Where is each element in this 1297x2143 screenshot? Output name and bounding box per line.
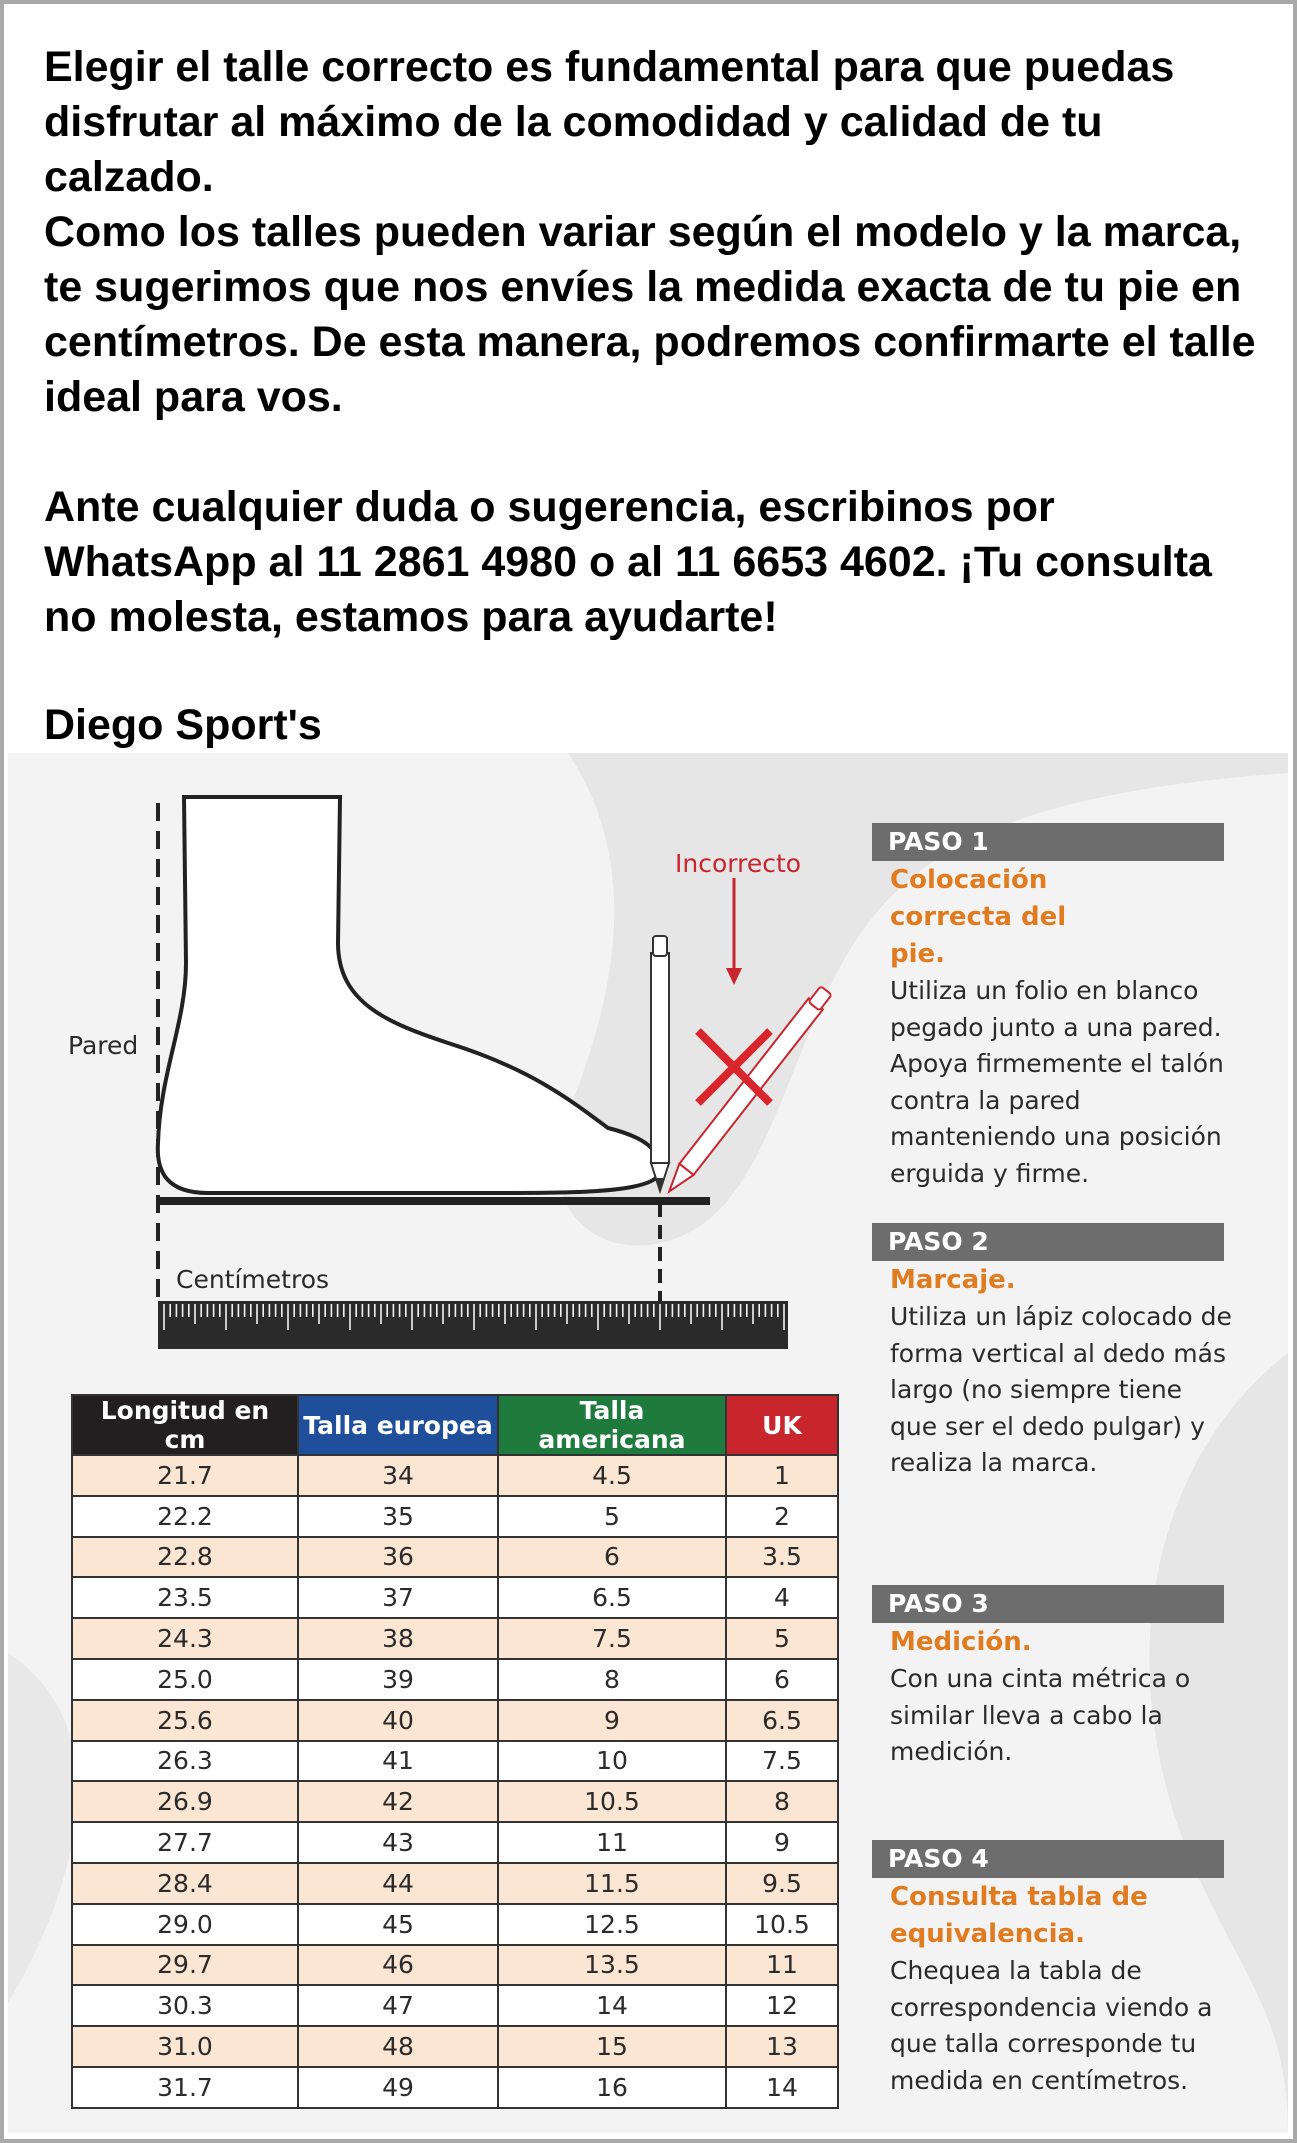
cell-length-cm: 26.9: [72, 1781, 298, 1822]
step-1-text: Utiliza un folio en blanco pegado junto a una pared. Apoya firmemente el talón contra la pared manteniendo una posición erguida y firme.: [890, 976, 1224, 1188]
cell-eu-size: 44: [298, 1863, 498, 1904]
cell-uk-size: 6: [726, 1659, 838, 1700]
step-2-text: Utiliza un lápiz colocado de forma vertical al dedo más largo (no siempre tiene que ser el dedo pulgar) y realiza la marca.: [890, 1302, 1232, 1477]
cell-eu-size: 37: [298, 1577, 498, 1618]
table-row: [72, 1781, 838, 1822]
header-eu-size: Talla europea: [298, 1395, 498, 1455]
pencil-correct-icon: [651, 936, 669, 1191]
cell-uk-size: 2: [726, 1496, 838, 1537]
cell-us-size: 14: [498, 1985, 726, 2026]
cell-uk-size: 3.5: [726, 1537, 838, 1578]
ruler-icon: [158, 1301, 788, 1349]
step-4-text: Chequea la tabla de correspondencia viendo a que talla corresponde tu medida en centímetros.: [890, 1956, 1213, 2095]
cell-length-cm: 26.3: [72, 1741, 298, 1782]
step-3: [872, 1585, 1232, 1771]
cell-uk-size: 9.5: [726, 1863, 838, 1904]
cell-uk-size: 5: [726, 1618, 838, 1659]
step-4-title: Consulta tabla de equivalencia.: [890, 1882, 1148, 1949]
foot-outline: [158, 797, 659, 1193]
step-2: [872, 1223, 1232, 1482]
cell-uk-size: 1: [726, 1455, 838, 1496]
table-row: [72, 1985, 838, 2026]
cell-uk-size: 4: [726, 1577, 838, 1618]
table-row: [72, 1618, 838, 1659]
cell-uk-size: 13: [726, 2026, 838, 2067]
cell-uk-size: 11: [726, 1945, 838, 1986]
step-1-title: Colocación correcta del pie.: [890, 865, 1067, 969]
brand-name: Diego Sport's: [44, 701, 322, 748]
cell-us-size: 10: [498, 1741, 726, 1782]
step-4-badge: PASO 4: [872, 1840, 1224, 1878]
size-guide-graphic: [8, 753, 1288, 2133]
wall-label: Pared: [68, 1031, 139, 1060]
step-3-badge: PASO 3: [872, 1585, 1224, 1623]
cell-length-cm: 30.3: [72, 1985, 298, 2026]
table-row: [72, 1577, 838, 1618]
cell-length-cm: 24.3: [72, 1618, 298, 1659]
table-row: [72, 1455, 838, 1496]
cell-us-size: 15: [498, 2026, 726, 2067]
cell-eu-size: 35: [298, 1496, 498, 1537]
cell-length-cm: 23.5: [72, 1577, 298, 1618]
cell-eu-size: 48: [298, 2026, 498, 2067]
table-row: [72, 1822, 838, 1863]
header-us-size: Talla americana: [498, 1395, 726, 1455]
intro-paragraph-2: Como los talles pueden variar según el modelo y la marca, te sugerimos que nos envíes la medida exacta de tu pie en centímetros. De esta manera, podremos confirmarte el talle ideal para vos.: [44, 208, 1256, 421]
cell-length-cm: 25.6: [72, 1700, 298, 1741]
header-uk-size: UK: [726, 1395, 838, 1455]
table-row: [72, 1863, 838, 1904]
step-3-title: Medición.: [890, 1627, 1032, 1657]
cell-eu-size: 47: [298, 1985, 498, 2026]
step-2-badge: PASO 2: [872, 1223, 1224, 1261]
size-table: [71, 1394, 839, 2109]
cell-uk-size: 12: [726, 1985, 838, 2026]
cell-length-cm: 25.0: [72, 1659, 298, 1700]
cell-eu-size: 46: [298, 1945, 498, 1986]
intro-paragraph-1: Elegir el talle correcto es fundamental para que puedas disfrutar al máximo de la comodidad y calidad de tu calzado.: [44, 43, 1175, 201]
table-header-row: [72, 1395, 838, 1455]
cell-eu-size: 42: [298, 1781, 498, 1822]
cell-eu-size: 34: [298, 1455, 498, 1496]
step-3-text: Con una cinta métrica o similar lleva a cabo la medición.: [890, 1664, 1191, 1766]
cell-us-size: 11.5: [498, 1863, 726, 1904]
cell-us-size: 10.5: [498, 1781, 726, 1822]
step-1-badge: PASO 1: [872, 823, 1224, 861]
cell-uk-size: 10.5: [726, 1904, 838, 1945]
table-row: [72, 1904, 838, 1945]
cell-length-cm: 27.7: [72, 1822, 298, 1863]
cell-us-size: 6: [498, 1537, 726, 1578]
cell-us-size: 7.5: [498, 1618, 726, 1659]
cell-uk-size: 9: [726, 1822, 838, 1863]
table-row: [72, 1945, 838, 1986]
cell-us-size: 16: [498, 2067, 726, 2108]
step-1: [872, 823, 1232, 1192]
table-row: [72, 2026, 838, 2067]
cell-us-size: 4.5: [498, 1455, 726, 1496]
cell-eu-size: 36: [298, 1537, 498, 1578]
cell-eu-size: 45: [298, 1904, 498, 1945]
table-row: [72, 2067, 838, 2108]
step-4: [872, 1840, 1232, 2099]
intro-text: [44, 40, 1264, 645]
cell-eu-size: 49: [298, 2067, 498, 2108]
table-row: [72, 1700, 838, 1741]
cell-length-cm: 21.7: [72, 1455, 298, 1496]
cell-length-cm: 29.7: [72, 1945, 298, 1986]
cell-eu-size: 41: [298, 1741, 498, 1782]
cell-us-size: 13.5: [498, 1945, 726, 1986]
cell-eu-size: 40: [298, 1700, 498, 1741]
ruler-label: Centímetros: [176, 1265, 330, 1294]
bg-swoosh: [8, 1653, 77, 2003]
cell-length-cm: 31.0: [72, 2026, 298, 2067]
cell-us-size: 11: [498, 1822, 726, 1863]
cell-eu-size: 39: [298, 1659, 498, 1700]
cell-length-cm: 22.8: [72, 1537, 298, 1578]
cell-length-cm: 31.7: [72, 2067, 298, 2108]
table-row: [72, 1659, 838, 1700]
cell-length-cm: 22.2: [72, 1496, 298, 1537]
cell-uk-size: 7.5: [726, 1741, 838, 1782]
step-2-title: Marcaje.: [890, 1265, 1016, 1295]
cell-length-cm: 29.0: [72, 1904, 298, 1945]
cell-us-size: 5: [498, 1496, 726, 1537]
table-row: [72, 1537, 838, 1578]
table-row: [72, 1741, 838, 1782]
cell-us-size: 9: [498, 1700, 726, 1741]
cell-eu-size: 38: [298, 1618, 498, 1659]
cell-length-cm: 28.4: [72, 1863, 298, 1904]
cell-uk-size: 8: [726, 1781, 838, 1822]
intro-paragraph-3: Ante cualquier duda o sugerencia, escribinos por WhatsApp al 11 2861 4980 o al 11 6653 4602. ¡Tu consulta no molesta, estamos para ayudarte!: [44, 483, 1212, 641]
cell-eu-size: 43: [298, 1822, 498, 1863]
table-row: [72, 1496, 838, 1537]
cell-us-size: 8: [498, 1659, 726, 1700]
header-length-cm: Longitud en cm: [72, 1395, 298, 1455]
incorrect-label: Incorrecto: [675, 849, 802, 878]
cell-us-size: 6.5: [498, 1577, 726, 1618]
cell-uk-size: 14: [726, 2067, 838, 2108]
cell-us-size: 12.5: [498, 1904, 726, 1945]
cell-uk-size: 6.5: [726, 1700, 838, 1741]
